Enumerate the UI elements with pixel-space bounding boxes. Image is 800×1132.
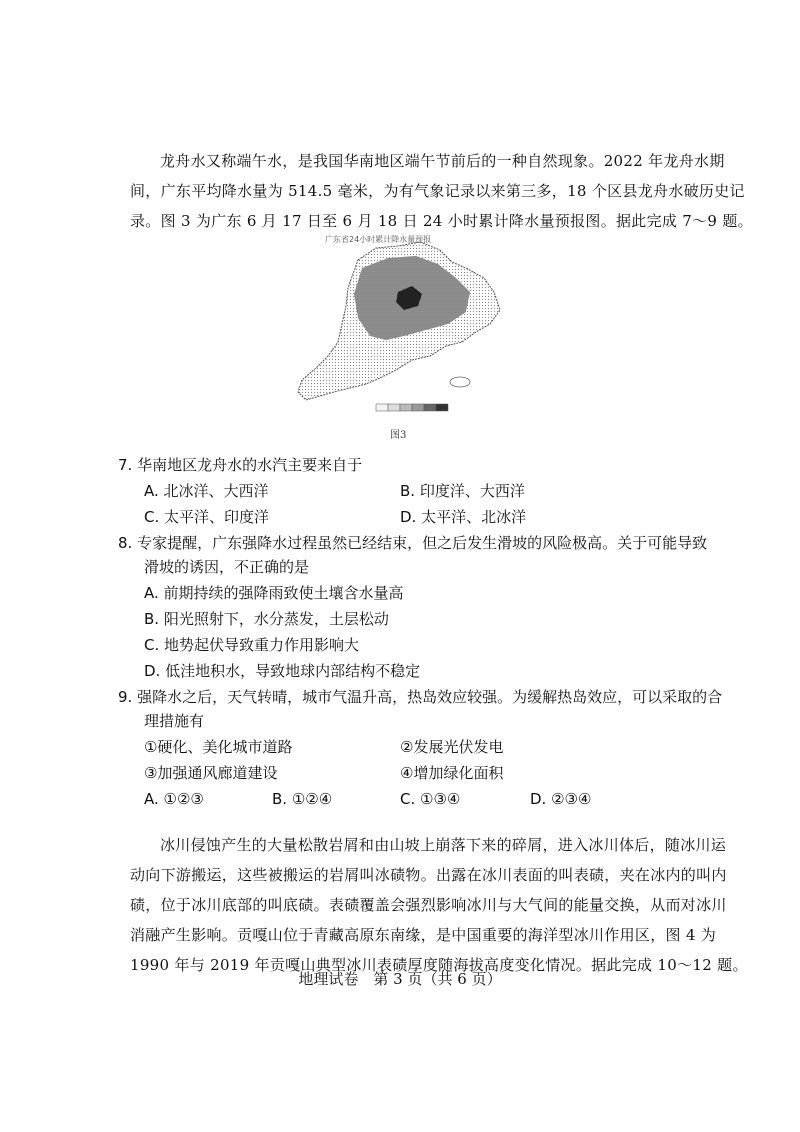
q8-option-b: B. 阳光照射下，水分蒸发，土层松动 [144,610,389,628]
passage-line: 录。图 3 为广东 6 月 17 日至 6 月 18 日 24 小时累计降水量预报图。据此完成 7～9 题。 [130,212,753,230]
passage-line: 消融产生影响。贡嘎山位于青藏高原东南缘，是中国重要的海洋型冰川作用区，图 4 为 [130,926,717,944]
q9-option-b: B. ①②④ [272,790,333,808]
passage-line: 冰川侵蚀产生的大量松散岩屑和由山坡上崩落下来的碎屑，进入冰川体后，随冰川运 [160,836,727,854]
page-footer: 地理试卷 第 3 页（共 6 页） [298,970,502,988]
passage-line: 间，广东平均降水量为 514.5 毫米，为有气象记录以来第三多，18 个区县龙舟水破历史记 [130,182,745,200]
q7-option-c: C. 太平洋、印度洋 [144,508,270,526]
q9-option-c: C. ①③④ [400,790,461,808]
rainfall-map-graphic [280,232,520,422]
q7-option-d: D. 太平洋、北冰洋 [400,508,527,526]
q9-statement-4: ④增加绿化面积 [400,764,504,782]
q9-statement-2: ②发展光伏发电 [400,738,504,756]
q9-statement-3: ③加强通风廊道建设 [144,764,278,782]
passage-line: 碛，位于冰川底部的叫底碛。表碛覆盖会强烈影响冰川与大气间的能量交换，从而对冰川 [130,896,727,914]
question-9-stem: 9. 强降水之后，天气转晴，城市气温升高，热岛效应较强。为缓解热岛效应，可以采取的合 [118,688,723,706]
passage-glacier-debris [130,830,748,980]
question-8-stem-cont: 滑坡的诱因，不正确的是 [144,558,310,576]
figure-title: 广东省24小时累计降水量预报 [325,235,432,244]
question-9-stem-cont: 理措施有 [144,712,205,730]
question-7-stem: 7. 华南地区龙舟水的水汽主要来自于 [118,456,363,474]
q7-option-a: A. 北冰洋、大西洋 [144,482,269,500]
passage-dragon-boat-water [130,146,753,236]
figure-caption: 图3 [390,430,407,441]
island-outline [450,377,470,387]
q8-option-a: A. 前期持续的强降雨致使土壤含水量高 [144,584,404,602]
passage-line: 动向下游搬运，这些被搬运的岩屑叫冰碛物。出露在冰川表面的叫表碛，夹在冰内的叫内 [130,866,727,884]
question-8-stem: 8. 专家提醒，广东强降水过程虽然已经结束，但之后发生滑坡的风险极高。关于可能导致 [118,534,708,552]
q8-option-d: D. 低洼地积水，导致地球内部结构不稳定 [144,662,421,680]
q9-option-d: D. ②③④ [530,790,592,808]
q8-option-c: C. 地势起伏导致重力作用影响大 [144,636,360,654]
legend-bar [376,404,448,411]
q9-option-a: A. ①②③ [144,790,204,808]
q9-statement-1: ①硬化、美化城市道路 [144,738,293,756]
q7-option-b: B. 印度洋、大西洋 [400,482,525,500]
passage-line: 1990 年与 2019 年贡嘎山典型冰川表碛厚度随海拔高度变化情况。据此完成 10～12 题。 [130,956,748,974]
passage-line: 龙舟水又称端午水，是我国华南地区端午节前后的一种自然现象。2022 年龙舟水期 [160,152,725,170]
figure-3-rainfall-map [280,232,520,444]
